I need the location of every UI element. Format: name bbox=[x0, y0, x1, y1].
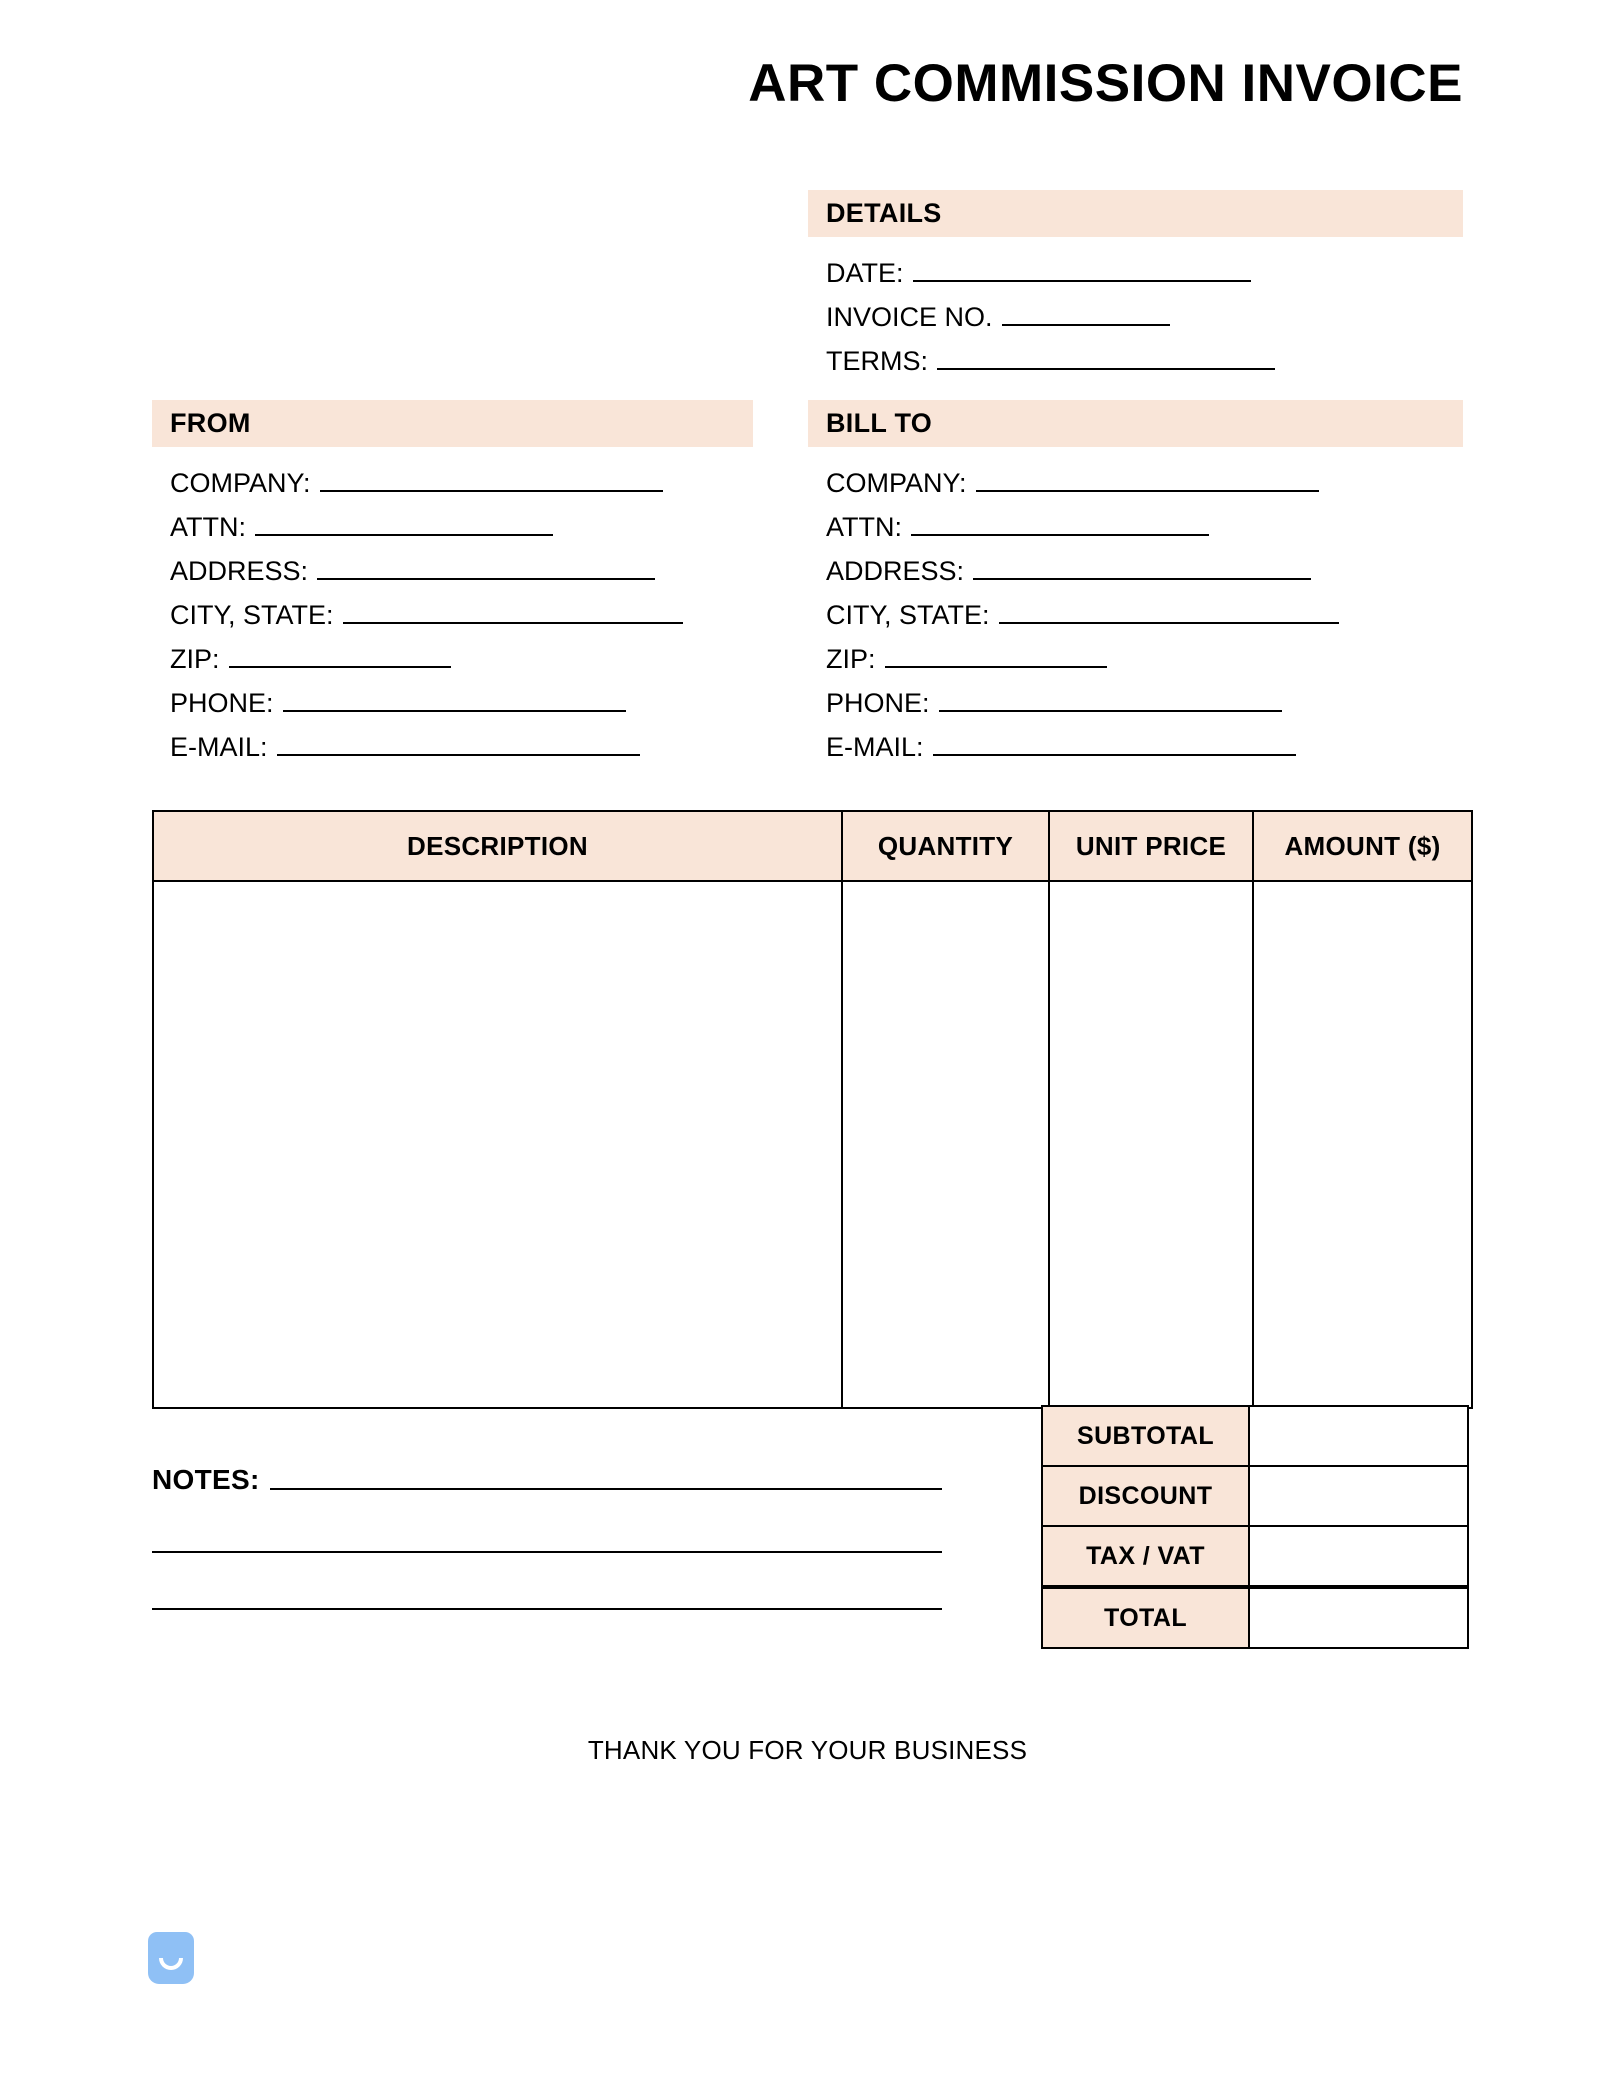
details-field-row bbox=[808, 287, 1463, 331]
details-field-label: INVOICE NO. bbox=[826, 301, 993, 332]
line-items-table bbox=[152, 810, 1473, 1409]
bill-to-field-input-rule[interactable] bbox=[885, 665, 1107, 668]
from-field-row bbox=[152, 717, 753, 761]
bill-to-field-row bbox=[808, 453, 1463, 497]
details-field-input-rule[interactable] bbox=[937, 367, 1275, 370]
from-field-input-rule[interactable] bbox=[320, 489, 663, 492]
cell-description[interactable] bbox=[153, 881, 842, 1408]
bill-to-field-row bbox=[808, 585, 1463, 629]
from-heading: FROM bbox=[170, 408, 251, 438]
bill-to-field-row bbox=[808, 541, 1463, 585]
column-header-amount: AMOUNT ($) bbox=[1253, 811, 1472, 881]
column-header-description: DESCRIPTION bbox=[153, 811, 842, 881]
from-field-input-rule[interactable] bbox=[277, 753, 640, 756]
cell-quantity[interactable] bbox=[842, 881, 1049, 1408]
from-section-header bbox=[152, 400, 753, 447]
bill-to-field-label: E-MAIL: bbox=[826, 731, 924, 762]
from-field-row bbox=[152, 629, 753, 673]
totals-label-total: TOTAL bbox=[1042, 1587, 1249, 1648]
bill-to-field-label: ADDRESS: bbox=[826, 555, 965, 586]
details-field-row bbox=[808, 331, 1463, 375]
bill-to-field-input-rule[interactable] bbox=[911, 533, 1209, 536]
from-field-input-rule[interactable] bbox=[343, 621, 683, 624]
from-field-label: CITY, STATE: bbox=[170, 599, 334, 630]
column-header-unit-price: UNIT PRICE bbox=[1049, 811, 1253, 881]
totals-value-discount[interactable] bbox=[1249, 1466, 1468, 1526]
bill-to-field-label: CITY, STATE: bbox=[826, 599, 990, 630]
from-field-label: ZIP: bbox=[170, 643, 220, 674]
smile-arc-icon bbox=[159, 1958, 183, 1970]
bill-to-section-header bbox=[808, 400, 1463, 447]
bill-to-heading: BILL TO bbox=[826, 408, 933, 438]
page-title: ART COMMISSION INVOICE bbox=[748, 54, 1463, 113]
notes-label: NOTES: bbox=[152, 1464, 260, 1495]
notes-section bbox=[152, 1450, 942, 1610]
from-field-row bbox=[152, 497, 753, 541]
from-field-label: ATTN: bbox=[170, 511, 246, 542]
details-field-label: DATE: bbox=[826, 257, 904, 288]
from-field-label: PHONE: bbox=[170, 687, 274, 718]
totals-label-tax-vat: TAX / VAT bbox=[1042, 1526, 1249, 1587]
from-field-label: E-MAIL: bbox=[170, 731, 268, 762]
cell-amount[interactable] bbox=[1253, 881, 1472, 1408]
from-field-input-rule[interactable] bbox=[283, 709, 626, 712]
totals-value-tax-vat[interactable] bbox=[1249, 1526, 1468, 1587]
totals-label-subtotal: SUBTOTAL bbox=[1042, 1406, 1249, 1466]
bill-to-field-label: ZIP: bbox=[826, 643, 876, 674]
from-field-label: COMPANY: bbox=[170, 467, 311, 498]
details-field-list bbox=[808, 243, 1463, 375]
details-field-input-rule[interactable] bbox=[913, 279, 1251, 282]
totals-row bbox=[1042, 1466, 1468, 1526]
cell-unit-price[interactable] bbox=[1049, 881, 1253, 1408]
bill-to-field-row bbox=[808, 629, 1463, 673]
totals-label-discount: DISCOUNT bbox=[1042, 1466, 1249, 1526]
bill-to-field-row bbox=[808, 497, 1463, 541]
from-field-input-rule[interactable] bbox=[317, 577, 655, 580]
totals-value-total[interactable] bbox=[1249, 1587, 1468, 1648]
line-items-header-row bbox=[153, 811, 1472, 881]
bill-to-field-row bbox=[808, 717, 1463, 761]
from-field-input-rule[interactable] bbox=[255, 533, 553, 536]
from-field-row bbox=[152, 541, 753, 585]
totals-table bbox=[1041, 1405, 1469, 1649]
totals-row bbox=[1042, 1406, 1468, 1466]
bill-to-field-input-rule[interactable] bbox=[973, 577, 1311, 580]
bill-to-field-input-rule[interactable] bbox=[999, 621, 1339, 624]
footer-thank-you: THANK YOU FOR YOUR BUSINESS bbox=[587, 1735, 1028, 1765]
bill-to-field-list bbox=[808, 453, 1463, 761]
details-section-header bbox=[808, 190, 1463, 237]
bill-to-field-label: PHONE: bbox=[826, 687, 930, 718]
details-field-label: TERMS: bbox=[826, 345, 929, 376]
notes-rule-3[interactable] bbox=[152, 1607, 942, 1610]
details-field-input-rule[interactable] bbox=[1002, 323, 1170, 326]
notes-first-line bbox=[152, 1450, 942, 1496]
totals-row bbox=[1042, 1587, 1468, 1648]
from-field-list bbox=[152, 453, 753, 761]
totals-row bbox=[1042, 1526, 1468, 1587]
from-field-row bbox=[152, 673, 753, 717]
notes-rule-1[interactable] bbox=[270, 1487, 942, 1490]
column-header-quantity: QUANTITY bbox=[842, 811, 1049, 881]
details-heading: DETAILS bbox=[826, 198, 942, 228]
from-field-row bbox=[152, 453, 753, 497]
bill-to-field-label: COMPANY: bbox=[826, 467, 967, 498]
bill-to-field-input-rule[interactable] bbox=[939, 709, 1282, 712]
from-field-input-rule[interactable] bbox=[229, 665, 451, 668]
notes-rule-2[interactable] bbox=[152, 1550, 942, 1553]
bill-to-field-label: ATTN: bbox=[826, 511, 902, 542]
bill-to-field-input-rule[interactable] bbox=[933, 753, 1296, 756]
from-field-label: ADDRESS: bbox=[170, 555, 309, 586]
from-field-row bbox=[152, 585, 753, 629]
details-field-row bbox=[808, 243, 1463, 287]
line-item-entry-row bbox=[153, 881, 1472, 1408]
rounded-square-smile-icon bbox=[148, 1932, 194, 1984]
bill-to-field-row bbox=[808, 673, 1463, 717]
bill-to-field-input-rule[interactable] bbox=[976, 489, 1319, 492]
totals-value-subtotal[interactable] bbox=[1249, 1406, 1468, 1466]
